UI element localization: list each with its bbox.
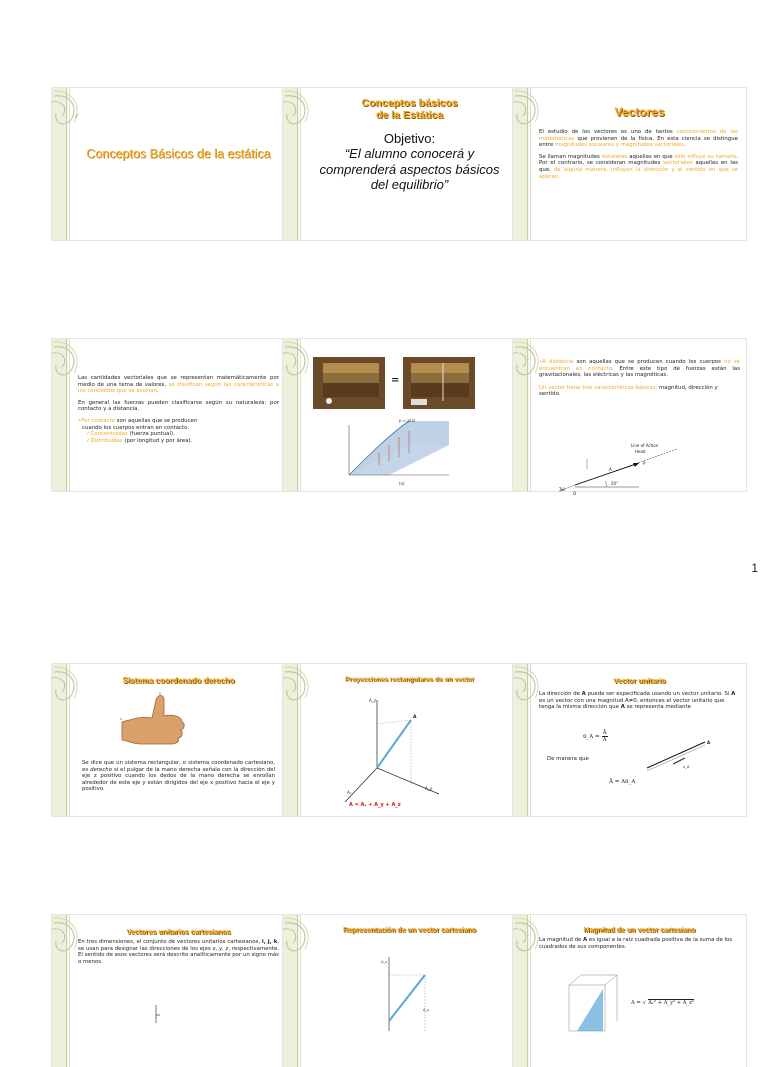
unit-vector-diagram <box>643 734 715 776</box>
thumbs-up-hand-illustration <box>122 694 208 746</box>
paragraph <box>539 129 738 149</box>
figure-label: (a) <box>399 481 405 486</box>
text: La magnitud de <box>539 937 584 943</box>
slide-12 <box>513 915 746 1067</box>
text: . <box>156 388 159 395</box>
vector-a-label: A <box>707 740 711 745</box>
paragraph <box>539 359 740 379</box>
text: En tres dimensiones, el conjunto de vectores unitarios cartesianos, <box>78 939 262 945</box>
text: aquellas en las que, <box>539 160 738 173</box>
point-p-label: P <box>643 461 646 466</box>
vector-projection-diagram <box>333 694 463 804</box>
slide-title: Vector unitario <box>613 676 666 685</box>
highlight-text: vectoriales <box>663 160 693 167</box>
slide-4 <box>52 339 285 491</box>
distributed-load-diagram <box>339 415 459 487</box>
bold-text: A <box>620 704 625 711</box>
text: . Entre este tipo de fuerzas están las gravitacionales, las eléctricas y las magnéticas. <box>539 365 740 379</box>
text: son aquellas que se producen <box>114 417 198 424</box>
highlight-text: escalares <box>601 153 628 160</box>
box-vector-diagram <box>563 971 623 1031</box>
beam-photo-right <box>403 357 475 409</box>
highlight-text: ✓Distribuidas <box>86 437 123 444</box>
text: . Por el contrario, se consideran magnitudes <box>539 153 739 167</box>
highlight-text: no se encuentran en contacto <box>539 359 740 372</box>
slide-body <box>539 129 740 180</box>
slide-title-line2: de la Estática <box>375 109 444 121</box>
fraction <box>602 730 608 743</box>
highlight-text: magnitudes escalares y magnitudes vectoriales <box>554 142 684 149</box>
highlight-text: se clasifican según las características a los conceptos que se asocian <box>78 381 280 395</box>
slide-body <box>539 937 740 950</box>
text: es igual a la raíz cuadrada positiva de la suma de los cuadrados de sus componentes. <box>539 937 733 950</box>
formula-lhs: A = <box>631 999 641 1006</box>
bullet-concentrated <box>78 431 279 438</box>
bullet-contact-cont: cuando los cuerpos entran en contacto. <box>82 424 190 431</box>
ay-label: A_y <box>425 786 433 791</box>
bold-text: A <box>581 691 586 697</box>
vector-a-label: A <box>609 467 612 472</box>
bold-text: A <box>731 691 736 697</box>
highlight-text: sólo influye su tamaño <box>674 153 737 160</box>
origin-label: O <box>573 491 577 496</box>
bold-text: i, j, k <box>261 939 278 945</box>
axes-diagram <box>150 1003 180 1023</box>
unit-vector-label: u_A <box>683 765 690 769</box>
slide-5 <box>283 339 516 491</box>
bullet-distributed <box>78 438 279 445</box>
unit-vector-formula <box>583 730 608 743</box>
vector-diagram <box>547 439 687 497</box>
text: puede ser especificada usando un vector unitario. Si <box>585 691 732 697</box>
emphasis-text: x, y, z <box>212 945 229 952</box>
check-mark-icon: ✓ <box>74 112 80 120</box>
text: que provienen de la física. En esta ciencia se distingue entre <box>539 135 738 149</box>
slide-6 <box>513 339 746 496</box>
text: aquellas en que <box>627 153 675 160</box>
head-label: Head <box>635 449 646 454</box>
paragraph <box>78 375 279 395</box>
svg-text:A_y: A_y <box>423 1008 430 1012</box>
de-manera-label: De manera que <box>547 756 589 762</box>
slide-title: Magnitud de un vector cartesiano <box>583 927 696 934</box>
slide-body <box>78 939 279 965</box>
highlight-text: conocimientos de las matemáticas <box>539 129 738 142</box>
tail-label: Tail <box>559 487 566 492</box>
formula-lhs: ū_A = <box>583 733 600 740</box>
vector-a-label: A <box>413 715 417 720</box>
magnitude-formula <box>631 999 694 1006</box>
bullet-contact <box>78 418 279 425</box>
slide-2 <box>283 88 516 240</box>
sqrt-sign: √ <box>642 999 647 1006</box>
slide-title: Vectores <box>614 105 665 119</box>
paragraph <box>539 385 740 398</box>
text: son aquellas que se producen cuando los cuerpos <box>573 359 725 365</box>
text: magnitud, dirección y sentido. <box>539 384 718 398</box>
slide-title: Representación de un vector cartesiano <box>342 927 477 934</box>
highlight-text: Un vector tiene tres características básicas: <box>539 384 658 391</box>
fraction-denominator: A <box>602 737 607 743</box>
slide-title: Proyecciones rectangulares de un vector <box>345 676 474 683</box>
ax-label: Aₓ <box>347 790 352 795</box>
beam-photo-left <box>313 357 385 409</box>
slide-3 <box>513 88 746 240</box>
objective-text: “El alumno conocerá y comprenderá aspectos básicos del equilibrio” <box>319 146 500 192</box>
slide-7 <box>52 664 285 816</box>
slide-title: Vectores unitarios cartesianos <box>126 927 231 936</box>
text: , se usan para designar las direcciones de los ejes <box>78 939 279 952</box>
slide-10 <box>52 915 285 1067</box>
text: El estudio de los vectores es uno de tantos <box>539 129 677 135</box>
highlight-text: •A distancia <box>539 359 574 365</box>
line-of-action-label: Line of Action <box>631 443 659 448</box>
text: se representa mediante <box>624 704 691 711</box>
objective-label: Objetivo: <box>383 131 436 146</box>
slide-title: Conceptos Básicos de la estática <box>86 147 271 161</box>
text: si el pulgar de la mano derecha señala con la dirección del eje z positivo cuando los dedos de la mano derecha se enrollan alrededor de este eje y están dirigidos del eje x positivo hacia el eje y positivo. <box>82 766 275 793</box>
fraction-numerator: Ā <box>602 730 607 736</box>
slide-11 <box>283 915 516 1067</box>
az-label: A_z <box>369 698 376 703</box>
highlight-text: •Por contacto <box>78 417 115 424</box>
slide-9 <box>513 664 746 816</box>
text: Se llaman magnitudes <box>539 153 602 160</box>
angle-label: 20° <box>611 481 619 486</box>
highlight-text: ✓Concentradas <box>86 431 128 438</box>
text: Se dice que un sistema rectangular, o sistema coordenado cartesiano, es <box>82 760 275 773</box>
bold-text: A <box>583 937 588 943</box>
formula-radicand: Aₓ² + A_y² + A_z² <box>648 1000 694 1006</box>
paragraph: En general las fuerzas pueden clasificarse según su naturaleza: por contacto y a distancia. <box>78 399 279 413</box>
paragraph <box>539 154 738 180</box>
text: (por longitud y por área). <box>122 437 193 444</box>
text: La dirección de <box>539 691 582 697</box>
cartesian-vector-diagram <box>359 951 449 1031</box>
svg-text:A_z: A_z <box>381 960 387 964</box>
load-label: p = p(x) <box>399 418 416 423</box>
text: Las cantidades vectoriales que se representan matemáticamente por medio de una tema de valores, <box>78 375 279 388</box>
slide-body <box>539 691 740 711</box>
magnitude-formula: Ā = Aū_A <box>609 779 636 785</box>
slide-title: Sistema coordenado derecho <box>122 676 235 685</box>
text: . <box>683 142 686 149</box>
emphasis-text: derecho <box>90 766 113 773</box>
text: (fuerza puntual). <box>127 431 175 438</box>
slide-8 <box>283 664 516 816</box>
slide-1 <box>52 88 285 240</box>
projection-equation: A = Aₓ + A_y + A_z <box>349 802 401 808</box>
equals-sign: = <box>391 375 400 386</box>
slide-title-line1: Conceptos básicos <box>361 97 458 109</box>
text: es un vector con una magnitud A≠0, entonces el vector unitario que tenga la misma dirección que <box>539 697 725 711</box>
slide-body <box>82 760 275 793</box>
svg-text:x: x <box>120 717 123 721</box>
text: , respectivamente. El sentido de esos vectores será descrito analíticamente por un signo más o menos. <box>78 945 279 965</box>
highlight-text: de alguna manera, influyen la dirección y el sentido en que se aplican. <box>539 166 738 180</box>
page-number: 1 <box>751 561 758 575</box>
